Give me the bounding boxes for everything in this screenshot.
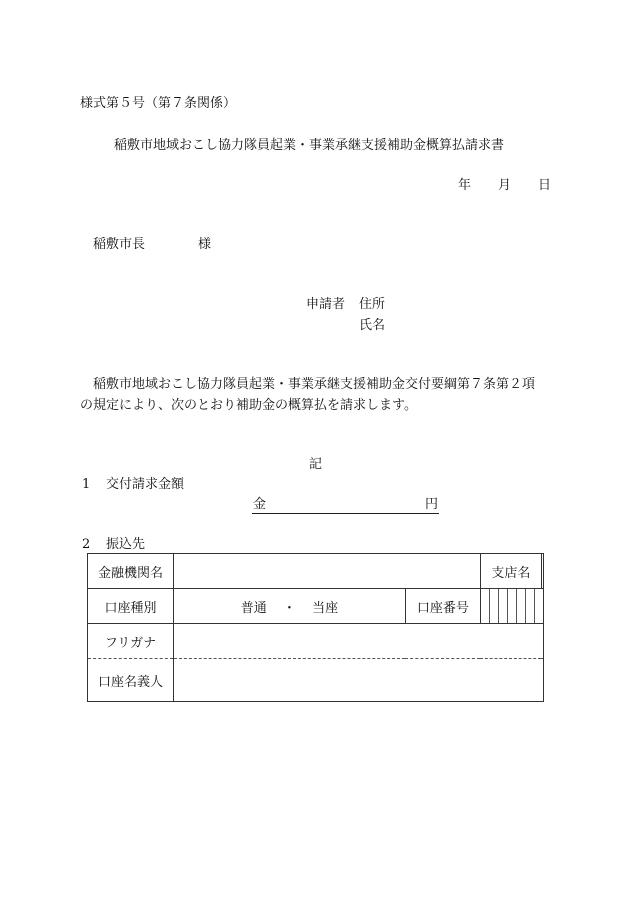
section1-label: 交付請求金額	[106, 477, 185, 492]
digit-box[interactable]	[516, 589, 525, 623]
digit-box[interactable]	[534, 589, 543, 623]
applicant-name-label: 氏名	[359, 318, 386, 333]
form-title: 稲敷市地域おこし協力隊員起業・事業承継支援補助金概算払請求書	[114, 138, 505, 153]
form-number: 様式第５号（第７条関係）	[80, 96, 237, 111]
body-text-line2: の規定により、次のとおり補助金の概算払を請求します。	[80, 398, 417, 413]
date-day: 日	[538, 178, 552, 193]
applicant-label: 申請者	[306, 297, 346, 312]
body-text-line1: 稲敷市地域おこし協力隊員起業・事業承継支援補助金交付要綱第７条第２項	[93, 377, 536, 392]
furigana-label: フリガナ	[88, 624, 174, 659]
account-type-current[interactable]: 当座	[312, 600, 339, 616]
applicant-address-label: 住所	[359, 297, 386, 312]
digit-box[interactable]	[481, 589, 489, 623]
account-number-label: 口座番号	[405, 589, 480, 624]
account-type-options[interactable]	[174, 589, 406, 624]
bank-name-cell[interactable]	[174, 554, 481, 589]
account-number-digits[interactable]	[481, 589, 543, 623]
section1-number: 1	[82, 477, 91, 492]
digit-box[interactable]	[525, 589, 534, 623]
account-type-label: 口座種別	[88, 589, 174, 624]
table-row	[88, 589, 544, 624]
furigana-cell[interactable]	[174, 624, 544, 659]
digit-box[interactable]	[489, 589, 498, 623]
account-type-separator: ・	[282, 600, 296, 616]
addressee-honorific: 様	[198, 237, 212, 252]
addressee: 稲敷市長	[93, 237, 146, 252]
account-number-cell[interactable]	[480, 589, 543, 624]
account-holder-label: 口座名義人	[88, 659, 174, 702]
date-month: 月	[498, 178, 512, 193]
ki-heading: 記	[309, 457, 323, 472]
section2-label: 振込先	[106, 537, 146, 552]
table-row	[88, 659, 544, 702]
date-year: 年	[458, 178, 472, 193]
account-holder-cell[interactable]	[174, 659, 544, 702]
branch-label: 支店名	[480, 554, 541, 589]
bank-name-label: 金融機関名	[88, 554, 174, 589]
table-row	[88, 554, 544, 589]
amount-kin: 金	[253, 497, 267, 512]
section2-number: 2	[82, 537, 91, 552]
amount-yen: 円	[425, 497, 439, 512]
branch-cell[interactable]	[541, 554, 543, 589]
digit-box[interactable]	[507, 589, 516, 623]
amount-underline	[252, 513, 439, 514]
digit-box[interactable]	[498, 589, 507, 623]
account-type-regular[interactable]: 普通	[240, 600, 267, 616]
table-row	[88, 624, 544, 659]
bank-transfer-table	[87, 553, 544, 702]
